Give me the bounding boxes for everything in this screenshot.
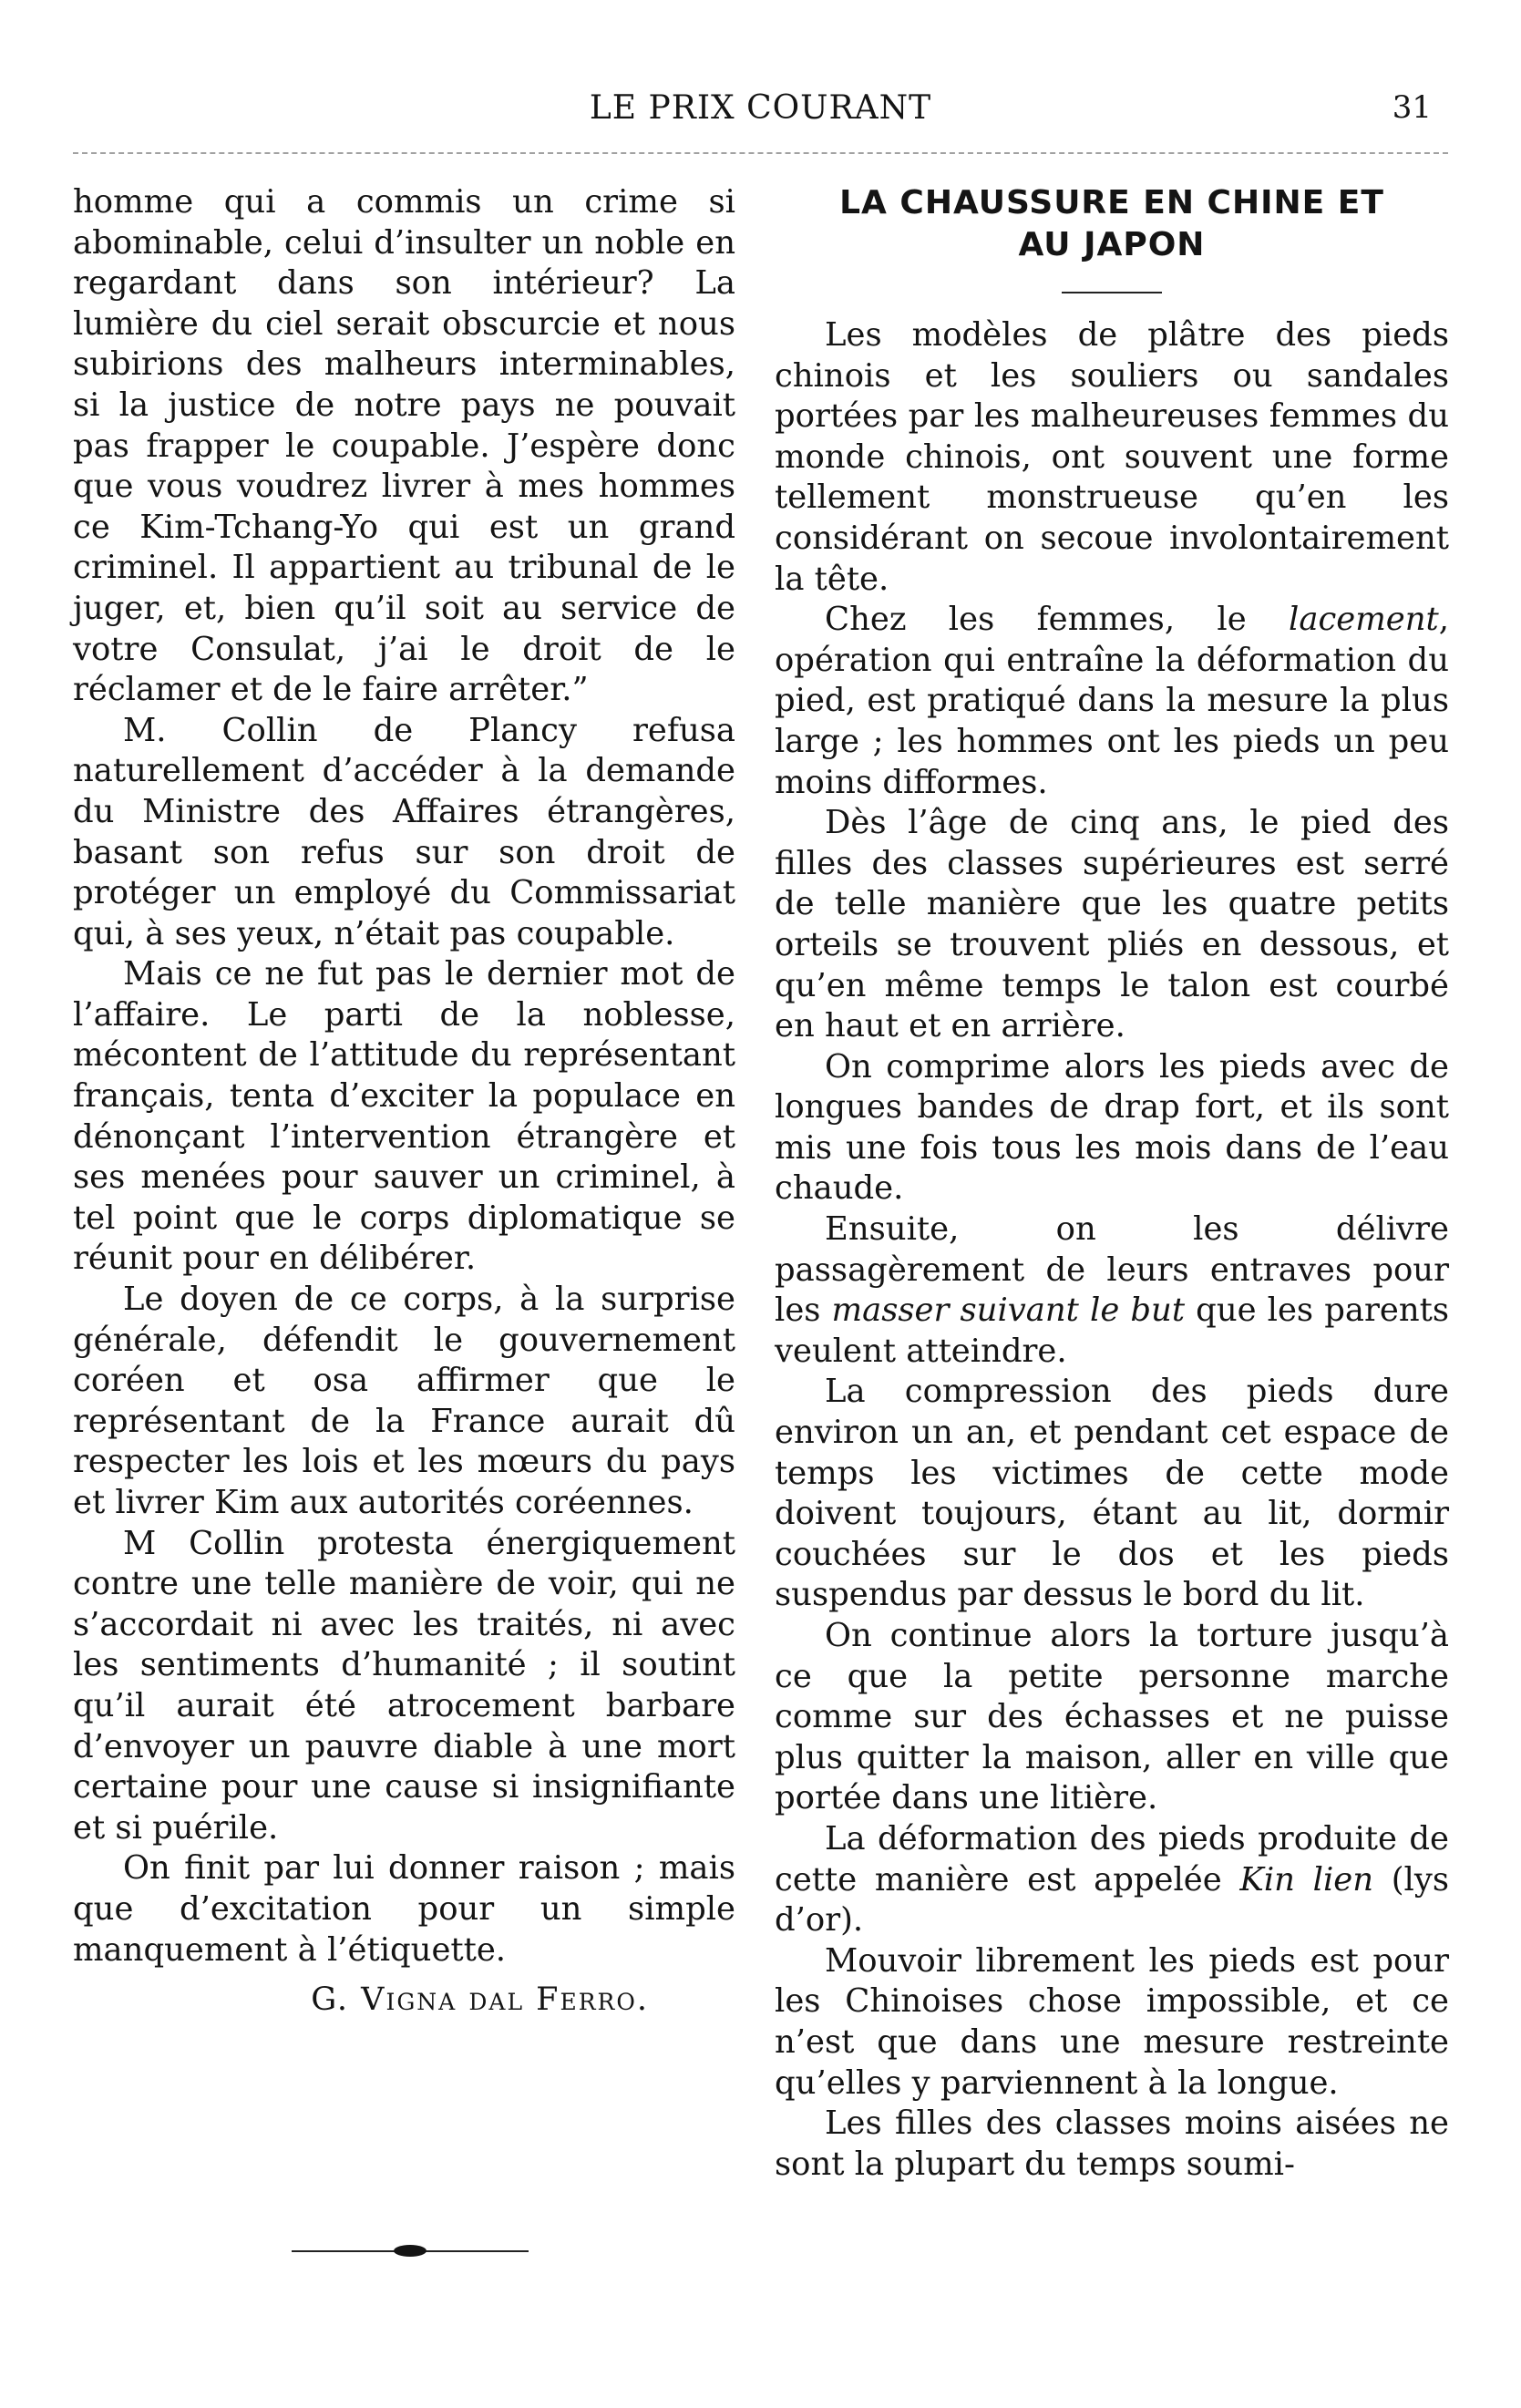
paragraph: On finit par lui donner raison ; mais que d’excitation pour un simple manquement à l’étiquette.	[73, 1849, 735, 1969]
paragraph: On comprime alors les pieds avec de longues bandes de drap fort, et ils sont mis une fois tous les mois dans de l’eau chaude.	[775, 1047, 1449, 1208]
running-title: LE PRIX COURANT	[589, 89, 932, 127]
text-run: La déformation des pieds produite de cette manière est appelée	[775, 1819, 1449, 1899]
italic-term: Kin lien	[1239, 1860, 1374, 1899]
title-rule	[1062, 292, 1162, 293]
paragraph	[775, 1819, 1449, 1941]
page-number: 31	[1392, 89, 1432, 126]
ornament-lozenge	[394, 2245, 426, 2257]
running-header	[73, 80, 1448, 144]
paragraph: M Collin protesta énergiquement contre une telle manière de voir, qui ne s’accordait ni avec les traités, ni avec les sentiments d’humanité ; il soutint qu’il aurait été atrocement barbare d’envoyer un pauvre diable à une mort certaine pour une cause si insignifiante et si puérile.	[73, 1524, 735, 1847]
paragraph: homme qui a commis un crime si abominable, celui d’insulter un noble en regardant dans son intérieur? La lumière du ciel serait obscurcie et nous subirions des malheurs interminables, si la justice de notre pays ne pouvait pas frapper le coupable. J’espère donc que vous voudrez livrer à mes hommes ce Kim-Tchang-Yo qui est un grand criminel. Il appartient au tribunal de le juger, et, bien qu’il soit au service de votre Consulat, j’ai le droit de le réclamer et de le faire arrêter.”	[73, 183, 735, 709]
author-signature: G. Vigna dal Ferro.	[311, 1981, 649, 2019]
paragraph: La compression des pieds dure environ un an, et pendant cet espace de temps les victimes de cette mode doivent toujours, étant au lit, dormir couchées sur le dos et les pieds suspendus par dessus le bord du lit.	[775, 1373, 1449, 1614]
text-run: Ensuite, on les délivre passagèrement de leurs entraves pour les	[775, 1210, 1449, 1330]
text-run: (lys d’or).	[775, 1860, 1449, 1940]
paragraph: Le doyen de ce corps, à la surprise générale, défendit le gouvernement coréen et osa affirmer que le représentant de la France aurait dû respecter les lois et les mœurs du pays et livrer Kim aux autorités coréennes.	[73, 1281, 735, 1521]
text-run: , opération qui entraîne la déformation du pied, est pratiqué dans la mesure la plus large ; les hommes ont les pieds un peu moins difformes.	[775, 601, 1449, 801]
paragraph: Mouvoir librement les pieds est pour les Chinoises chose impossible, et ce n’est que dans une mesure restreinte qu’elles y parviennent à la longue.	[775, 1941, 1449, 2102]
paragraph: Dès l’âge de cinq ans, le pied des filles des classes supérieures est serré de telle manière que les quatre petits orteils se trouvent pliés en dessous, et qu’en même temps le talon est courbé en haut et en arrière.	[775, 804, 1449, 1045]
paragraph: M. Collin de Plancy refusa naturellement d’accéder à la demande du Ministre des Affaires étrangères, basant son refus sur son droit de protéger un employé du Commissariat qui, à ses yeux, n’était pas coupable.	[73, 711, 735, 952]
end-ornament	[292, 2242, 529, 2260]
paragraph	[775, 600, 1449, 803]
text-run: Chez les femmes, le	[825, 601, 1290, 639]
article-title-line1: LA CHAUSSURE EN CHINE ET	[839, 184, 1384, 221]
article-title-line2: AU JAPON	[1018, 226, 1206, 263]
paragraph	[775, 1209, 1449, 1372]
text-run: que les parents veulent atteindre.	[775, 1291, 1449, 1370]
italic-term: masser suivant le but	[831, 1291, 1186, 1330]
paragraph: Les modèles de plâtre des pieds chinois et les souliers ou sandales portées par les malheureuses femmes du monde chinois, ont souvent une forme tellement monstrueuse qu’en les considérant on secoue involontairement la tête.	[775, 316, 1449, 598]
right-column	[775, 182, 1449, 2185]
header-rule	[73, 152, 1448, 154]
italic-term: lacement	[1289, 601, 1439, 639]
paragraph: Les filles des classes moins aisées ne sont la plupart du temps soumi-	[775, 2104, 1449, 2183]
paragraph: Mais ce ne fut pas le dernier mot de l’affaire. Le parti de la noblesse, mécontent de l’attitude du représentant français, tenta d’exciter la populace en dénonçant l’intervention étrangère et ses menées pour sauver un criminel, à tel point que le corps diplomatique se réunit pour en délibérer.	[73, 955, 735, 1278]
paragraph: On continue alors la torture jusqu’à ce que la petite personne marche comme sur des échasses et ne puisse plus quitter la maison, aller en ville que portée dans une litière.	[775, 1617, 1449, 1817]
left-column	[73, 182, 735, 2021]
article-title	[775, 182, 1449, 266]
